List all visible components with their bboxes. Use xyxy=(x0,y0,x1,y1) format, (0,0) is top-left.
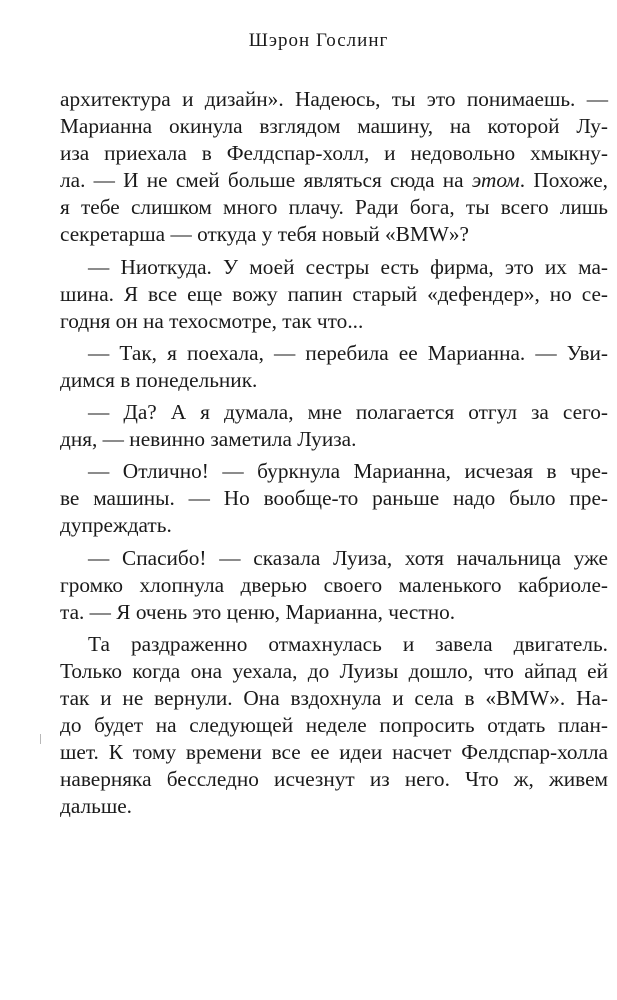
text-line: наверняка бесследно исчезнут из него. Что ж, живем xyxy=(60,767,608,792)
text-line: — Отлично! — буркнула Марианна, исчезая в чре- xyxy=(88,459,608,484)
text-line: — Спасибо! — сказала Луиза, хотя начальница уже xyxy=(88,545,608,570)
text-fragment: ла. — И не смей больше являться сюда на xyxy=(60,168,472,193)
running-head-author: Шэрон Гослинг xyxy=(248,30,389,51)
body-text xyxy=(60,86,608,820)
text-line: дупреждать. xyxy=(60,513,172,538)
text-line: Та раздраженно отмахнулась и завела двигатель. xyxy=(88,631,608,656)
text-line: дальше. xyxy=(60,794,132,819)
text-line: шина. Я все еще вожу папин старый «дефендер», но се- xyxy=(60,281,608,306)
margin-mark xyxy=(40,734,41,744)
text-line: до будет на следующей неделе попросить отдать план- xyxy=(60,713,608,738)
emphasis-word: этом xyxy=(471,168,520,193)
text-line: та. — Я очень это ценю, Марианна, честно. xyxy=(60,599,456,624)
text-line: иза приехала в Фелдспар-холл, и недовольно хмыкну- xyxy=(60,141,608,166)
text-line: Только когда она уехала, до Луизы дошло, что айпад ей xyxy=(60,658,608,683)
text-line: громко хлопнула дверью своего маленького кабриоле- xyxy=(60,572,608,597)
text-line: — Да? А я думала, мне полагается отгул за сего- xyxy=(88,400,608,425)
text-line xyxy=(60,167,608,194)
text-line: ве машины. — Но вообще-то раньше надо было пре- xyxy=(60,486,608,511)
text-line: секретарша — откуда у тебя новый «BMW»? xyxy=(60,222,469,247)
text-line: так и не вернули. Она вздохнула и села в «BMW». На- xyxy=(60,685,608,710)
text-line: архитектура и дизайн». Надеюсь, ты это понимаешь. — xyxy=(60,87,608,111)
text-fragment: . Похоже, xyxy=(519,168,608,193)
text-line: — Так, я поехала, — перебила ее Марианна. — Уви- xyxy=(88,340,608,365)
text-line: дня, — невинно заметила Луиза. xyxy=(60,427,357,452)
text-line: я тебе слишком много плачу. Ради бога, ты всего лишь xyxy=(60,195,608,220)
text-line: Марианна окинула взглядом машину, на которой Лу- xyxy=(60,114,608,139)
text-line: шет. К тому времени все ее идеи насчет Фелдспар-холла xyxy=(60,740,608,765)
text-line: димся в понедельник. xyxy=(60,367,258,392)
text-line: — Ниоткуда. У моей сестры есть фирма, это их ма- xyxy=(88,254,608,279)
text-line: годня он на техосмотре, так что... xyxy=(60,308,364,333)
